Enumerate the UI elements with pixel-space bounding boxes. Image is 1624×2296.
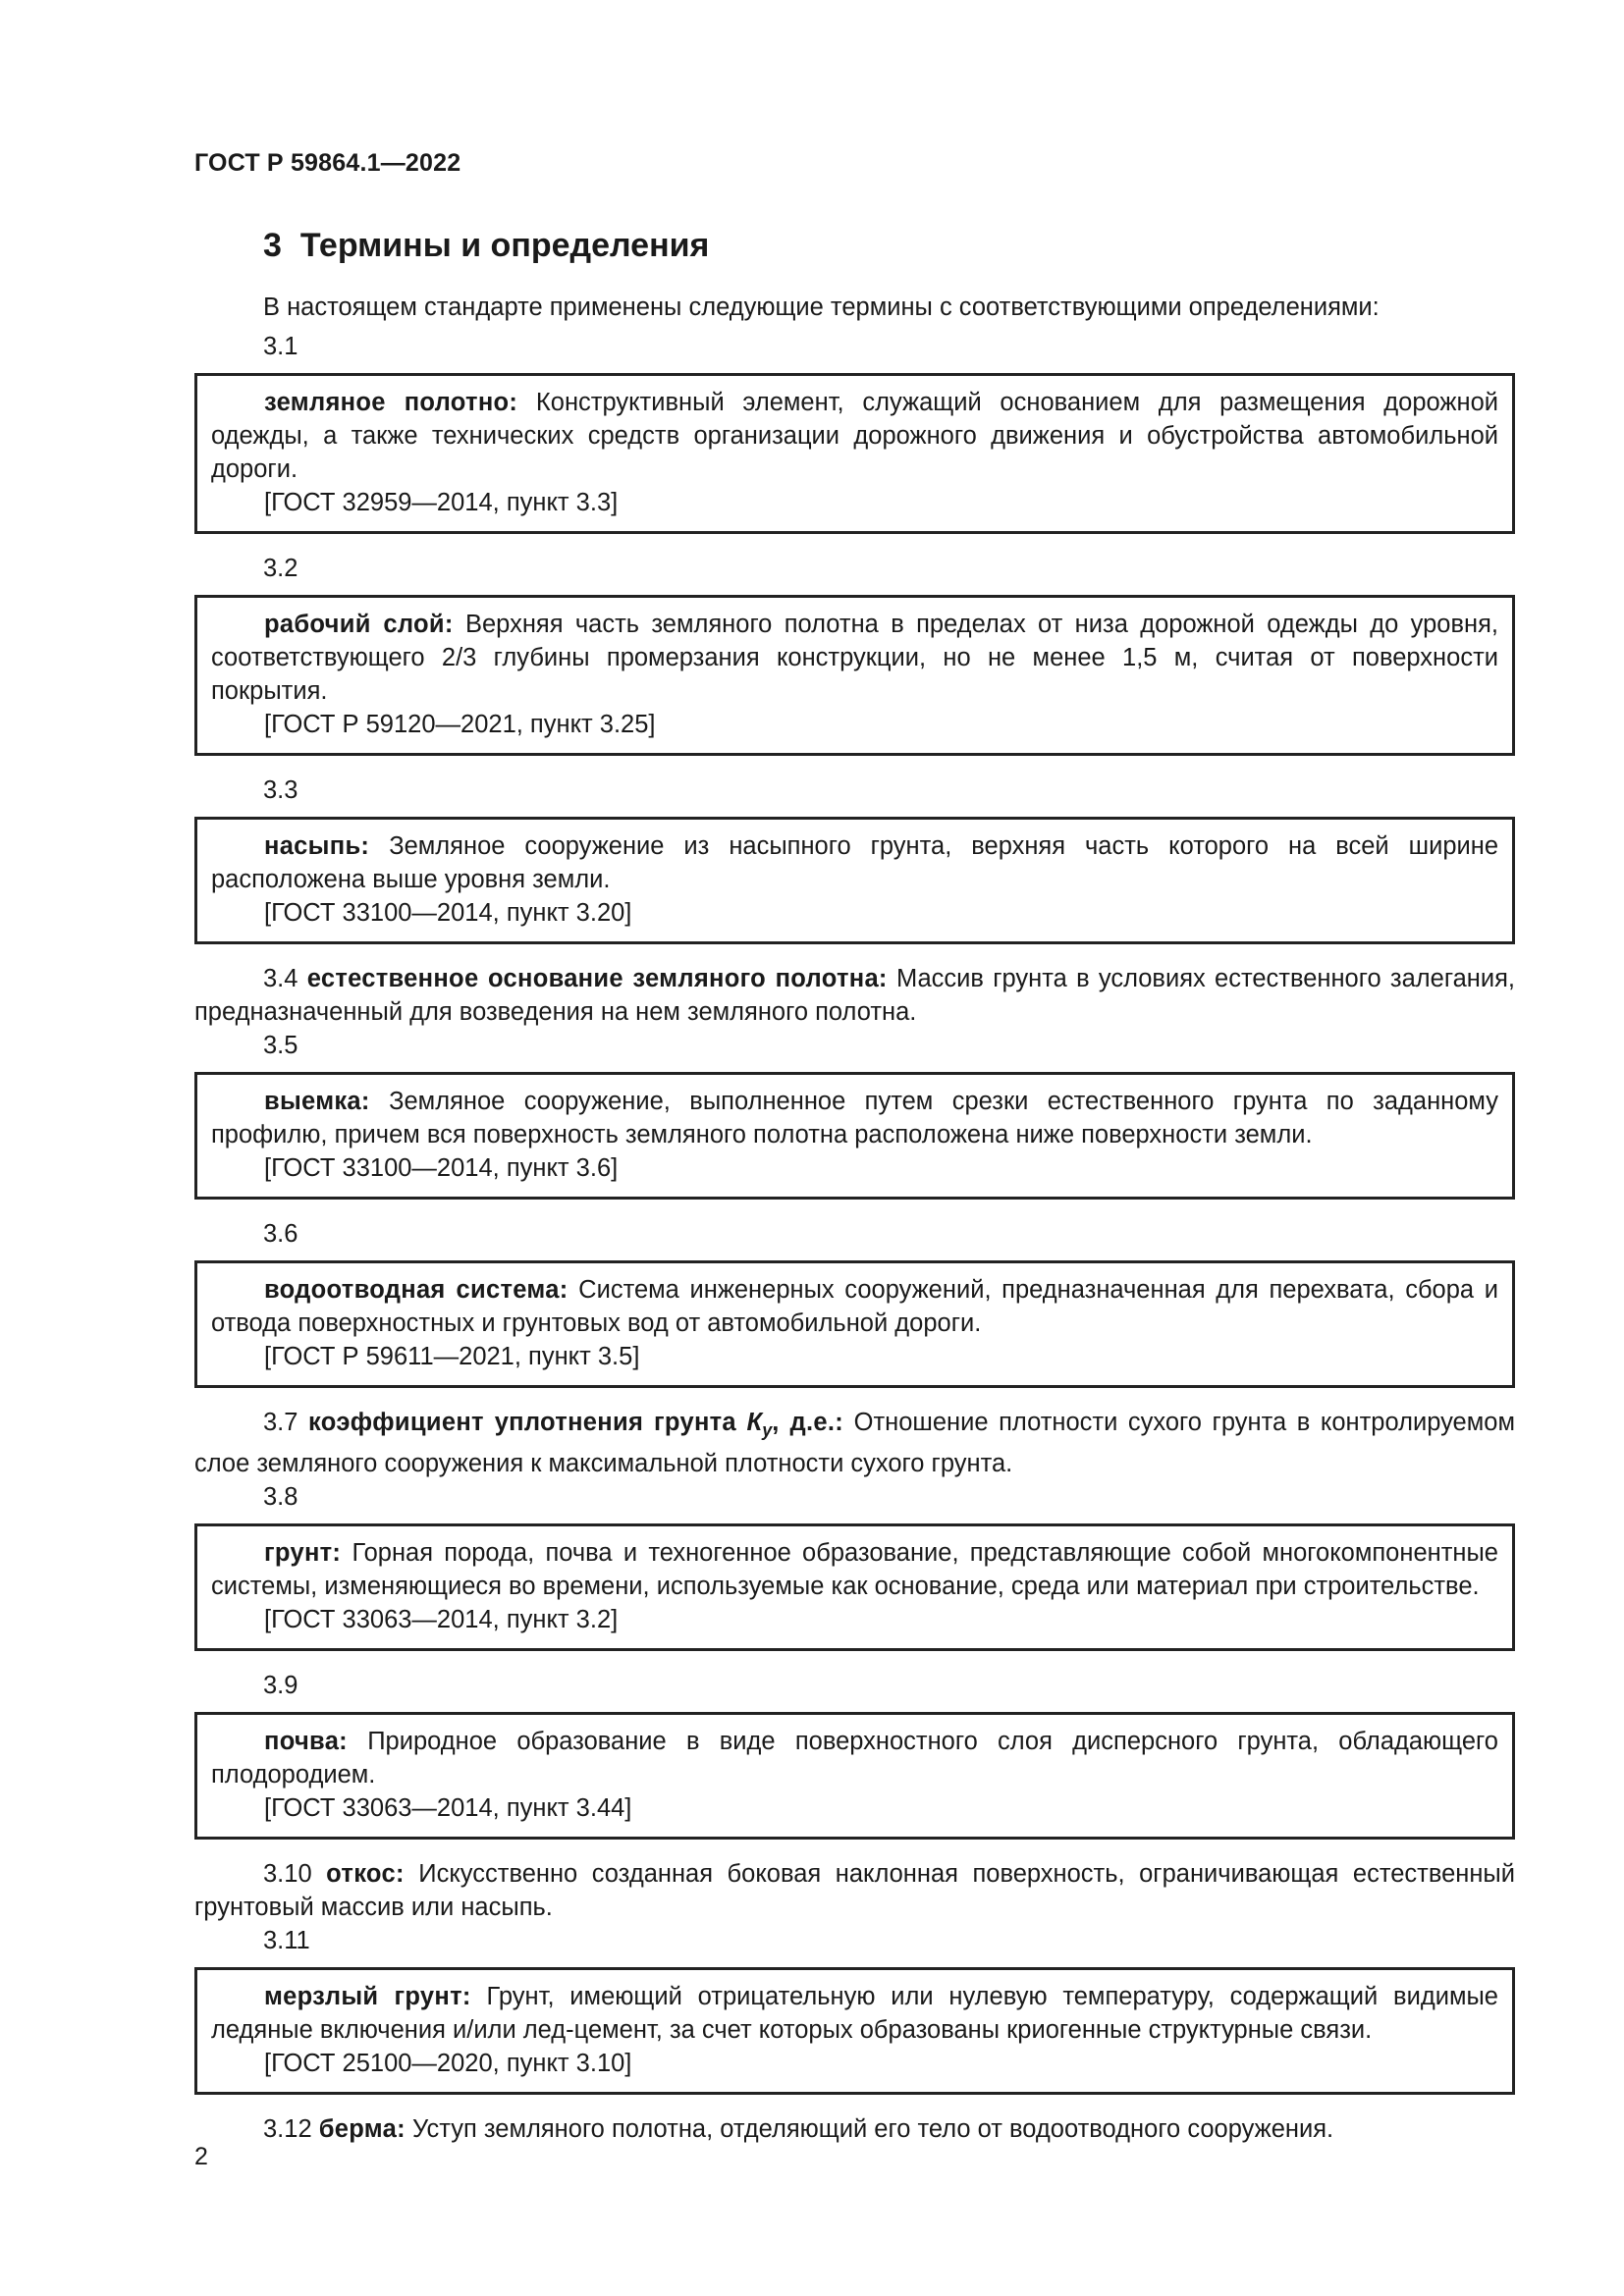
term-number: 3.2	[263, 555, 298, 582]
term-entry	[211, 1725, 1498, 1791]
term-definition-box	[194, 595, 1515, 756]
term-definition-box	[194, 1523, 1515, 1651]
term-definition-box	[194, 817, 1515, 944]
term-number: 3.11	[263, 1927, 310, 1954]
term-source: [ГОСТ Р 59120—2021, пункт 3.25]	[264, 711, 656, 738]
term-source: [ГОСТ 32959—2014, пункт 3.3]	[264, 489, 619, 516]
term-definition-box	[194, 1260, 1515, 1388]
term-entry	[211, 1273, 1498, 1340]
term-number: 3.4	[263, 965, 298, 992]
section-title: Термины и определения	[299, 227, 710, 264]
section-number: 3	[263, 227, 282, 264]
term-number: 3.9	[263, 1672, 298, 1699]
term-definition-box	[194, 1072, 1515, 1200]
term-entry	[211, 1536, 1498, 1603]
term-entry	[211, 829, 1498, 896]
section-intro: В настоящем стандарте применены следующие термины с соответствующими определениями:	[263, 294, 1380, 321]
term-definition: Природное образование в виде поверхностного слоя дисперсного грунта, обладающего плодородием.	[211, 1728, 1498, 1789]
term-name: грунт:	[264, 1539, 342, 1567]
term-number: 3.3	[263, 776, 298, 804]
term-definition: Верхняя часть земляного полотна в пределах от низа дорожной одежды до уровня, соответствующего 2/3 глубины промерзания конструкции, но не менее 1,5 м, считая от поверхности покрытия.	[211, 611, 1498, 705]
term-name: берма:	[318, 2115, 406, 2143]
term-definition: Земляное сооружение из насыпного грунта, верхняя часть которого на всей ширине расположена выше уровня земли.	[211, 832, 1499, 893]
term-number: 3.12	[263, 2115, 312, 2143]
term-entry-plain	[194, 2112, 1515, 2146]
term-name: почва:	[264, 1728, 348, 1755]
term-source: [ГОСТ 33063—2014, пункт 3.2]	[264, 1606, 619, 1633]
term-definition: Искусственно созданная боковая наклонная поверхность, ограничивающая естественный грунтовый массив или насыпь.	[194, 1860, 1516, 1921]
term-name: рабочий слой:	[264, 611, 454, 638]
term-number: 3.6	[263, 1220, 298, 1248]
term-source: [ГОСТ Р 59611—2021, пункт 3.5]	[264, 1343, 640, 1370]
term-name: земляное полотно:	[264, 389, 518, 416]
section-heading	[194, 222, 1515, 269]
term-definition: Отношение плотности сухого грунта в контролируемом слое земляного сооружения к максимальной плотности сухого грунта.	[194, 1409, 1515, 1477]
term-source: [ГОСТ 33063—2014, пункт 3.44]	[264, 1794, 632, 1822]
term-source: [ГОСТ 33100—2014, пункт 3.20]	[264, 899, 632, 927]
term-symbol	[746, 1409, 773, 1440]
symbol-subscript: у	[762, 1420, 773, 1440]
document-id-header: ГОСТ Р 59864.1—2022	[194, 149, 461, 177]
term-definition: Конструктивный элемент, служащий основанием для размещения дорожной одежды, а также технических средств организации дорожного движения и обустройства автомобильной дороги.	[211, 389, 1498, 483]
term-name: насыпь:	[264, 832, 370, 860]
term-source: [ГОСТ 25100—2020, пункт 3.10]	[264, 2050, 632, 2077]
term-definition-box	[194, 1967, 1515, 2095]
term-name: откос:	[326, 1860, 405, 1888]
term-name: коэффициент уплотнения грунта	[308, 1409, 736, 1436]
term-number: 3.10	[263, 1860, 312, 1888]
term-entry-plain	[194, 1406, 1515, 1480]
term-name: выемка:	[264, 1088, 370, 1115]
page-number: 2	[194, 2143, 208, 2170]
page-content	[194, 222, 1515, 2146]
term-number: 3.1	[263, 333, 298, 360]
term-entry-plain	[194, 1857, 1515, 1924]
term-definition: Массив грунта в условиях естественного залегания, предназначенный для возведения на нем земляного полотна.	[194, 965, 1515, 1026]
term-name: водоотводная система:	[264, 1276, 568, 1304]
term-definition: Грунт, имеющий отрицательную или нулевую температуру, содержащий видимые ледяные включения и/или лед-цемент, за счет которых образованы криогенные структурные связи.	[211, 1983, 1498, 2044]
term-definition-box	[194, 373, 1515, 534]
term-entry	[211, 386, 1498, 486]
term-definition: Горная порода, почва и техногенное образование, представляющие собой многокомпонентные системы, изменяющиеся во времени, используемые как основание, среда или материал при строительстве.	[211, 1539, 1498, 1600]
term-suffix: , д.е.:	[772, 1409, 844, 1436]
term-entry-plain	[194, 962, 1515, 1029]
term-number: 3.7	[263, 1409, 298, 1436]
term-definition-box	[194, 1712, 1515, 1840]
term-definition: Земляное сооружение, выполненное путем срезки естественного грунта по заданному профилю, причем вся поверхность земляного полотна расположена ниже поверхности земли.	[211, 1088, 1498, 1148]
term-definition: Уступ земляного полотна, отделяющий его тело от водоотводного сооружения.	[412, 2115, 1334, 2143]
term-name: естественное основание земляного полотна:	[306, 965, 888, 992]
term-entry	[211, 1980, 1498, 2047]
term-name: мерзлый грунт:	[264, 1983, 471, 2010]
term-number: 3.8	[263, 1483, 298, 1511]
term-definition: Система инженерных сооружений, предназначенная для перехвата, сбора и отвода поверхностных и грунтовых вод от автомобильной дороги.	[211, 1276, 1498, 1337]
symbol-letter: К	[746, 1409, 763, 1436]
term-source: [ГОСТ 33100—2014, пункт 3.6]	[264, 1154, 619, 1182]
term-entry	[211, 1085, 1498, 1151]
term-entry	[211, 608, 1498, 708]
term-number: 3.5	[263, 1032, 298, 1059]
